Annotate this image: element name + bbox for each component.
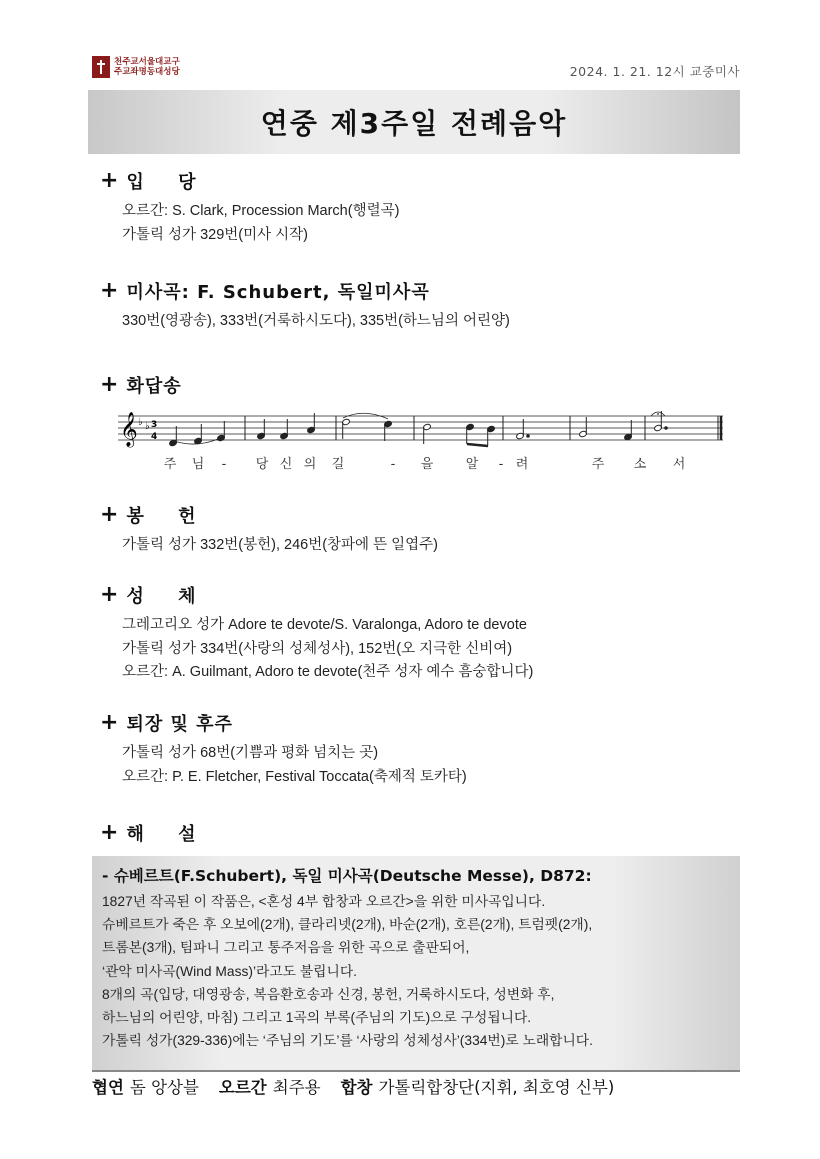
cross-icon: + [100,278,119,303]
flat-icon: ♭ [138,417,143,428]
psalm-lyric: - [221,457,227,472]
page-title: 연중 제3주일 전례음악 [260,107,568,140]
psalm-lyric: 주 [163,457,177,472]
choir-label: 합창 [340,1078,373,1097]
section-line: 가톨릭 성가 334번(사랑의 성체성사), 152번(오 지극한 신비여) [122,640,513,657]
section-line: 330번(영광송), 333번(거룩하시도다), 335번(하느님의 어린양) [122,313,510,329]
psalm-lyric: 의 [303,457,317,472]
cross-icon: + [100,710,119,735]
section-line: 그레고리오 성가 Adore te devote/S. Varalonga, Adoro te devote [122,617,527,633]
commentary-line: 8개의 곡(입당, 대영광송, 복음환호송과 신경, 봉헌, 거룩하시도다, 성변화 후, [102,986,555,1002]
cathedral-emblem-icon [92,56,110,78]
psalm-music-staff [118,410,728,472]
section-line: 가톨릭 성가 332번(봉헌), 246번(창파에 뜬 일엽주) [122,537,438,553]
commentary-line: 1827년 작곡된 이 작품은, <혼성 4부 합창과 오르간>을 위한 미사곡입니다. [102,894,546,909]
commentary-line: 슈베르트가 죽은 후 오보에(2개), 클라리넷(2개), 바순(2개), 호른(2개), 트럼펫(2개), [102,917,593,933]
psalm-lyric: 소 [633,457,647,472]
ensemble-value: 돔 앙상블 [129,1078,199,1097]
section-title: 해 설 [126,824,210,845]
note-beam [467,444,488,446]
note-dot [665,427,668,430]
choir-value: 가톨릭합창단(지휘, 최호영 신부) [378,1078,615,1097]
psalm-lyric: 알 [465,457,479,472]
title-banner [88,90,740,154]
section-title: 화답송 [126,376,182,397]
section-title: 성 체 [126,586,210,607]
cathedral-logo [92,56,180,78]
psalm-lyric: 신 [279,457,293,472]
flat-icon: ♭ [145,421,150,432]
organ-value: 최주용 [272,1078,321,1097]
section-title: 입 당 [126,172,210,193]
section-title: 퇴장 및 후주 [126,714,233,735]
psalm-lyric: 을 [420,457,434,472]
section-entrance [100,168,399,247]
psalm-lyric: 려 [515,457,529,472]
section-title: 미사곡: F. Schubert, 독일미사곡 [126,282,430,303]
organ-label: 오르간 [218,1078,267,1097]
cross-icon: + [100,502,119,527]
cross-icon: + [100,820,119,845]
treble-clef-icon: 𝄞 [120,412,138,447]
section-line: 오르간: A. Guilmant, Adoro te devote(천주 성자 예수 흠숭합니다) [122,664,534,680]
commentary-line: 하느님의 어린양, 마침) 그리고 1곡의 부록(주님의 기도)으로 구성됩니다. [102,1010,532,1026]
cross-icon: + [100,372,119,397]
section-commentary [100,820,209,846]
commentary-line: ‘관악 미사곡(Wind Mass)’라고도 불립니다. [102,963,357,979]
section-offertory [100,502,438,558]
section-mass [100,278,510,334]
performers-footer [92,1070,740,1100]
psalm-lyric: - [390,457,396,472]
header [92,56,740,84]
psalm-lyric: - [498,457,504,472]
ensemble-label: 협연 [92,1078,124,1097]
section-line: 오르간: S. Clark, Procession March(행렬곡) [122,203,400,219]
note-dot [527,435,530,438]
cross-icon: + [100,582,119,607]
commentary-heading: - 슈베르트(F.Schubert), 독일 미사곡(Deutsche Messe), D872: [102,867,592,885]
section-line: 오르간: P. E. Fletcher, Festival Toccata(축제적 토카타) [122,768,467,785]
logo-line-1: 천주교서울대교구 [114,57,180,67]
commentary-line: 가톨릭 성가(329-336)에는 ‘주님의 기도’를 ‘사랑의 성체성사’(334번)로 노래합니다. [102,1033,593,1049]
time-signature-top: 3 [151,420,158,430]
psalm-lyric: 서 [672,457,686,472]
section-psalm [100,372,182,398]
psalm-lyric: 길 [331,457,345,472]
psalm-lyric: 님 [191,457,205,472]
section-line: 가톨릭 성가 68번(기쁨과 평화 넘치는 곳) [122,745,379,761]
commentary-box [92,856,740,1070]
commentary-line: 트롬본(3개), 팀파니 그리고 통주저음을 위한 곡으로 출판되어, [102,940,470,956]
psalm-lyric: 당 [255,457,269,472]
time-signature-bottom: 4 [151,432,158,442]
psalm-lyric: 주 [591,457,605,472]
section-communion [100,582,533,685]
section-line: 가톨릭 성가 329번(미사 시작) [122,226,309,243]
logo-line-2: 주교좌명동대성당 [114,67,180,77]
mass-date: 2024. 1. 21. 12시 교중미사 [569,64,740,79]
section-title: 봉 헌 [126,506,210,527]
section-recessional [100,710,467,789]
cross-icon: + [100,168,119,193]
